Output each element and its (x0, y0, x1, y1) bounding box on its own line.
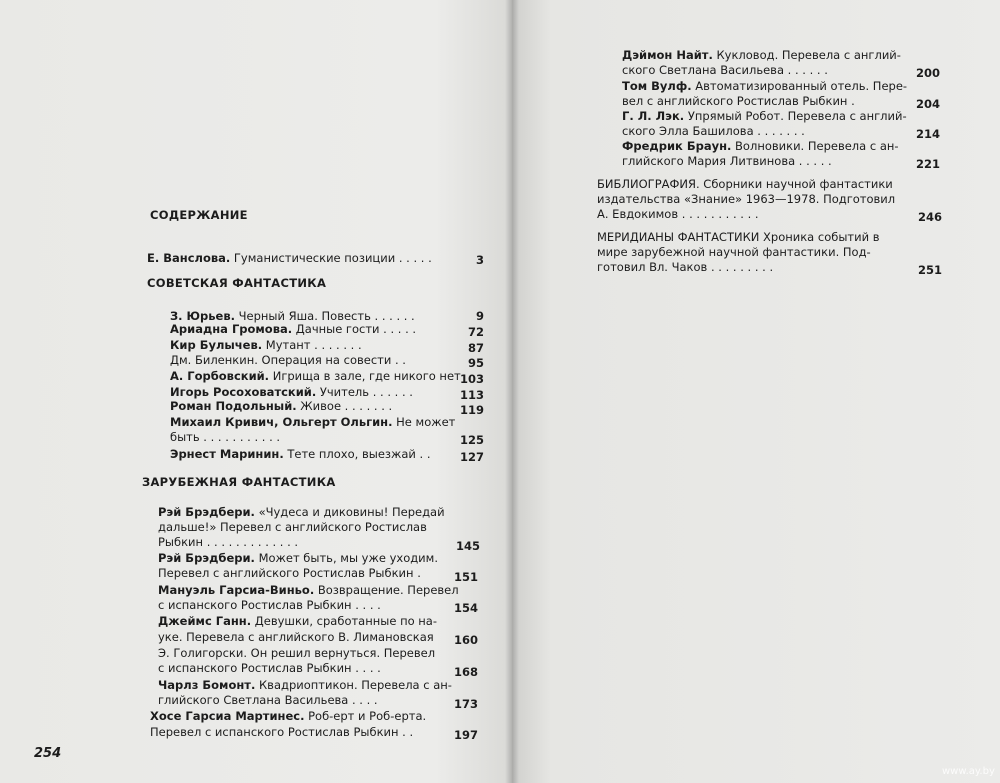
toc-entry (158, 505, 445, 519)
entry-title: Волновики. Перевела с ан- (735, 139, 899, 153)
entry-title: Не может (396, 415, 456, 429)
entry-author: Том Вулф. (622, 79, 692, 93)
entry-author: Роман Подольный. (170, 399, 297, 413)
entry-page: 173 (453, 697, 478, 711)
bibliography-entry: БИБЛИОГРАФИЯ. Сборники научной фантастики (597, 177, 893, 191)
entry-author: Е. Ванслова. (147, 251, 231, 265)
entry-page: 87 (467, 341, 484, 355)
entry-author: Джеймс Ганн. (158, 614, 252, 628)
entry-line: издательства «Знание» 1963—1978. Подготовил (597, 192, 896, 206)
entry-line: глийского Мария Литвинова . . . . . (622, 154, 832, 168)
toc-entry (158, 646, 435, 660)
entry-page: 127 (459, 450, 484, 464)
entry-page: 221 (915, 157, 940, 171)
toc-entry (622, 139, 899, 153)
entry-line: готовил Вл. Чаков . . . . . . . . . (597, 260, 774, 274)
entry-page: 200 (915, 66, 940, 80)
entry-title: Операция на совести . . (261, 353, 406, 367)
entry-line: дальше!» Перевел с английского Ростислав (158, 520, 427, 534)
entry-author: Фредрик Браун. (622, 139, 732, 153)
toc-entry (622, 109, 907, 123)
entry-page: 251 (917, 263, 942, 277)
entry-title: Тете плохо, выезжай . . (287, 447, 431, 461)
entry-line: ского Светлана Васильева . . . . . . (622, 63, 828, 77)
entry-title-continued: быть . . . . . . . . . . . (170, 430, 281, 444)
entry-title: Учитель . . . . . . (319, 385, 413, 399)
entry-page: 113 (459, 388, 484, 402)
entry-page: 246 (917, 210, 942, 224)
entry-line: с испанского Ростислав Рыбкин . . . . (158, 598, 381, 612)
entry-author: Чарлз Бомонт. (158, 678, 256, 692)
toc-entry (170, 322, 416, 336)
toc-entry (158, 583, 459, 597)
entry-page: 160 (453, 633, 478, 647)
entry-title: Возвращение. Перевел (317, 583, 459, 597)
section-heading-foreign: ЗАРУБЕЖНАЯ ФАНТАСТИКА (142, 475, 336, 489)
entry-line: Рыбкин . . . . . . . . . . . . . (158, 535, 299, 549)
entry-author: Дэймон Найт. (622, 48, 713, 62)
entry-line: ского Элла Башилова . . . . . . . (622, 124, 805, 138)
toc-entry (622, 79, 907, 93)
entry-author: Кир Булычев. (170, 338, 263, 352)
entry-line: Перевел с испанского Ростислав Рыбкин . . (150, 725, 414, 739)
entry-title: Черный Яша. Повесть . . . . . . (238, 309, 415, 323)
entry-title: Он решил вернуться. Перевел (250, 646, 436, 660)
toc-entry (150, 709, 426, 723)
entry-page: 168 (453, 665, 478, 679)
entry-title: Может быть, мы уже уходим. (258, 551, 438, 565)
toc-entry (170, 399, 392, 413)
entry-author: Эрнест Маринин. (170, 447, 284, 461)
toc-entry (170, 415, 455, 429)
entry-title: Гуманистические позиции . . . . . (233, 251, 432, 265)
entry-title: Девушки, сработанные по на- (254, 614, 437, 628)
toc-entry (170, 385, 413, 399)
entry-title: Автоматизированный отель. Пере- (695, 79, 908, 93)
entry-author: Ариадна Громова. (170, 322, 293, 336)
entry-page: 9 (475, 309, 484, 323)
entry-author: З. Юрьев. (170, 309, 235, 323)
entry-page: 151 (453, 570, 478, 584)
entry-title: Роб-ерт и Роб-ерта. (308, 709, 427, 723)
entry-line: уке. Перевела с английского В. Лимановская (158, 630, 434, 644)
entry-page: 204 (915, 97, 940, 111)
toc-entry (170, 369, 461, 383)
entry-title: «Чудеса и диковины! Передай (258, 505, 445, 519)
entry-page: 145 (455, 539, 480, 553)
entry-line: вел с английского Ростислав Рыбкин . (622, 94, 855, 108)
entry-author: А. Горбовский. (170, 369, 270, 383)
entry-title: Упрямый Робот. Перевела с англий- (687, 109, 907, 123)
entry-author: Михаил Кривич, Ольгерт Ольгин. (170, 415, 393, 429)
toc-entry-intro (147, 251, 432, 265)
entry-line: глийского Светлана Васильева . . . . (158, 693, 378, 707)
toc-entry (158, 678, 452, 692)
entry-page: 214 (915, 127, 940, 141)
entry-author: Э. Голигорски. (158, 646, 247, 660)
entry-title: Дачные гости . . . . . (295, 322, 417, 336)
entry-title: Живое . . . . . . . (300, 399, 393, 413)
toc-entry (170, 447, 431, 461)
entry-page: 103 (459, 372, 484, 386)
toc-entry (158, 614, 437, 628)
entry-page: 3 (475, 253, 484, 267)
entry-page: 95 (467, 356, 484, 370)
entry-author: Рэй Брэдбери. (158, 505, 255, 519)
page-number: 254 (34, 746, 62, 761)
entry-title: Игрища в зале, где никого нет (272, 369, 461, 383)
toc-title: СОДЕРЖАНИЕ (150, 208, 248, 222)
entry-author: Г. Л. Лэк. (622, 109, 685, 123)
toc-entry (170, 338, 362, 352)
meridians-entry: МЕРИДИАНЫ ФАНТАСТИКИ Хроника событий в (597, 230, 880, 244)
entry-author: Рэй Брэдбери. (158, 551, 255, 565)
entry-author: Хосе Гарсиа Мартинес. (150, 709, 305, 723)
section-heading-soviet: СОВЕТСКАЯ ФАНТАСТИКА (147, 276, 327, 290)
entry-line: Перевел с английского Ростислав Рыбкин . (158, 566, 421, 580)
book-gutter (505, 0, 519, 783)
entry-title: Кукловод. Перевела с англий- (716, 48, 901, 62)
entry-author: Игорь Росоховатский. (170, 385, 317, 399)
entry-page: 125 (459, 433, 484, 447)
toc-entry (622, 48, 901, 62)
entry-page: 154 (453, 601, 478, 615)
entry-line: с испанского Ростислав Рыбкин . . . . (158, 661, 381, 675)
toc-entry (158, 551, 438, 565)
entry-author: Дм. Биленкин. (170, 353, 258, 367)
entry-title: Мутант . . . . . . . (265, 338, 362, 352)
entry-page: 197 (453, 728, 478, 742)
watermark: www.ay.by (942, 766, 995, 777)
entry-title: Квадриоптикон. Перевела с ан- (259, 678, 452, 692)
entry-author: Мануэль Гарсиа-Виньо. (158, 583, 315, 597)
toc-entry (170, 309, 415, 323)
entry-page: 119 (459, 403, 484, 417)
toc-entry (170, 353, 406, 367)
entry-page: 72 (467, 325, 484, 339)
entry-line: А. Евдокимов . . . . . . . . . . . (597, 207, 759, 221)
entry-line: мире зарубежной научной фантастики. Под- (597, 245, 871, 259)
